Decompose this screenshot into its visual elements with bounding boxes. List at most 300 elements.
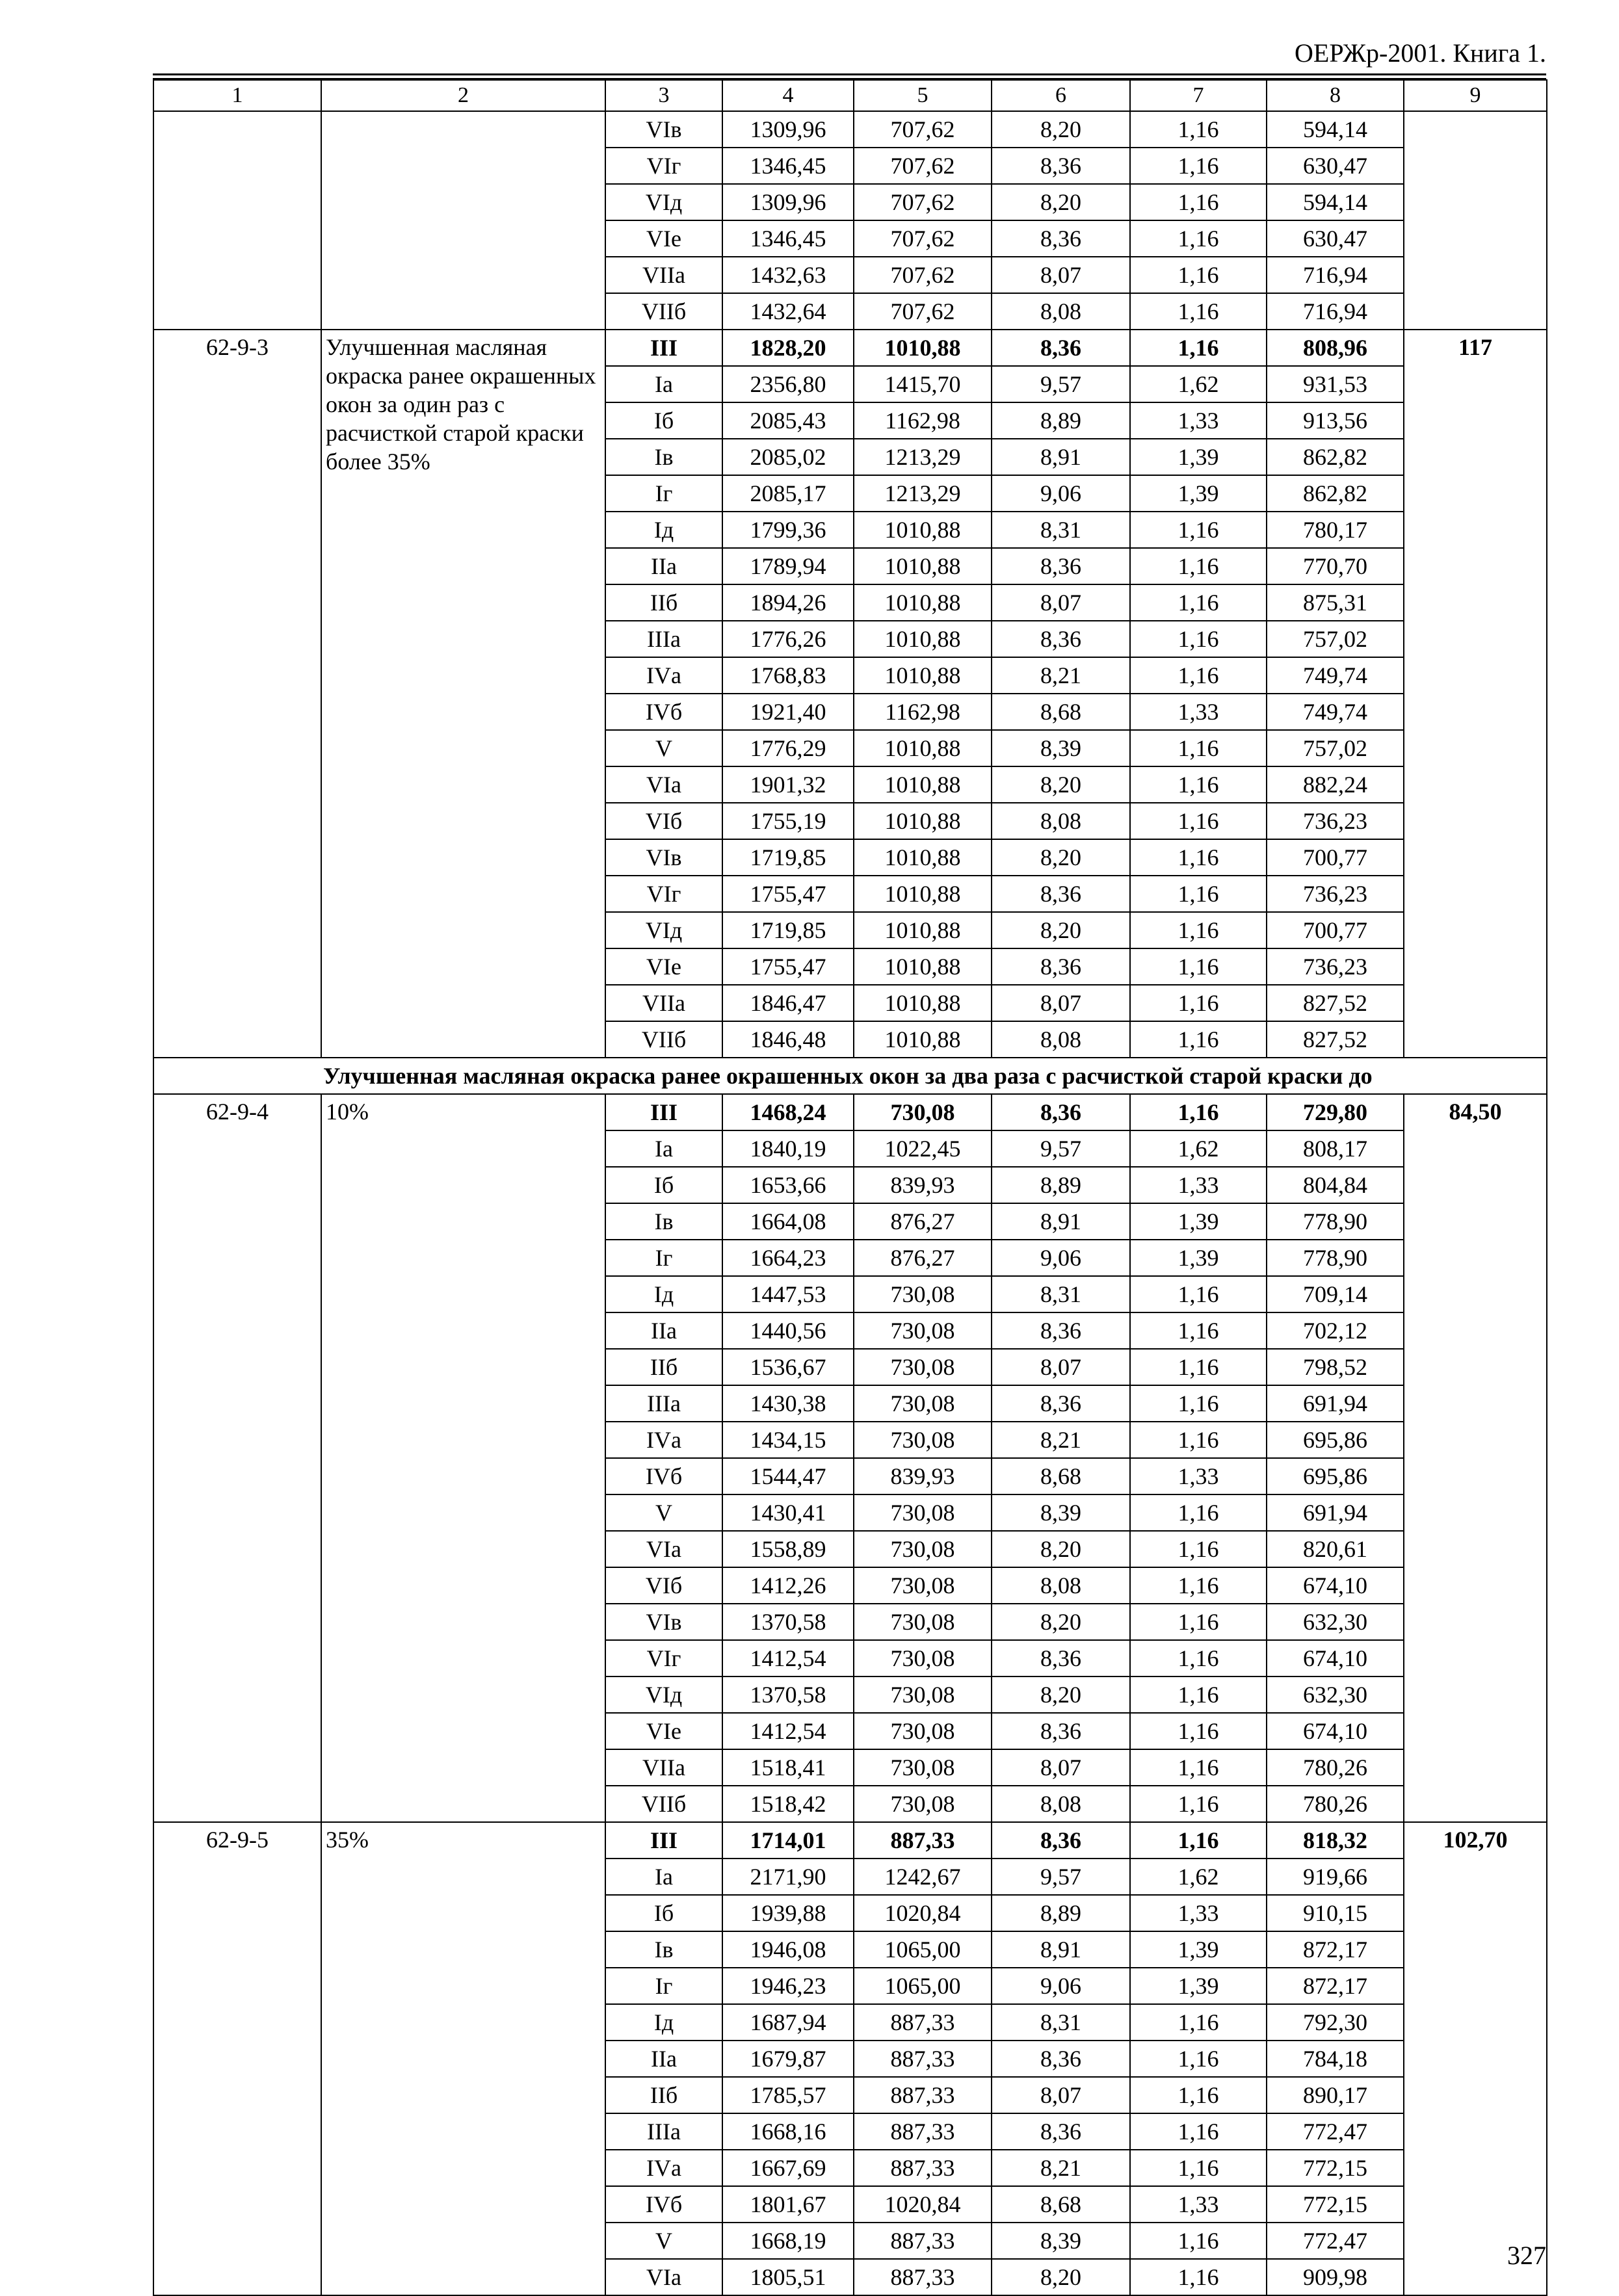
table-cell: 707,62 bbox=[854, 220, 992, 257]
table-cell: 1434,15 bbox=[722, 1422, 854, 1458]
table-cell: 770,70 bbox=[1267, 548, 1404, 584]
table-cell: 691,94 bbox=[1267, 1494, 1404, 1531]
zone-code: VIе bbox=[605, 220, 722, 257]
table-cell: 1010,88 bbox=[854, 621, 992, 657]
table-cell: 1242,67 bbox=[854, 1859, 992, 1895]
table-cell: 8,21 bbox=[992, 657, 1130, 694]
zone-code: VIIб bbox=[605, 293, 722, 330]
table-cell: 1440,56 bbox=[722, 1312, 854, 1349]
table-cell: 8,07 bbox=[992, 2077, 1130, 2113]
table-cell: 1,16 bbox=[1130, 1713, 1267, 1749]
table-cell: 1768,83 bbox=[722, 657, 854, 694]
zone-code: Iб bbox=[605, 1167, 722, 1203]
table-cell: 8,36 bbox=[992, 220, 1130, 257]
table-cell: 887,33 bbox=[854, 1822, 992, 1859]
zone-code: VIг bbox=[605, 1640, 722, 1676]
table-cell: 1687,94 bbox=[722, 2004, 854, 2041]
table-cell: 1010,88 bbox=[854, 985, 992, 1021]
zone-code: VIд bbox=[605, 912, 722, 948]
table-cell: 780,26 bbox=[1267, 1749, 1404, 1786]
table-cell: 1,16 bbox=[1130, 2259, 1267, 2295]
table-cell: 808,96 bbox=[1267, 330, 1404, 366]
zone-code: VIа bbox=[605, 1531, 722, 1567]
table-cell: 1,16 bbox=[1130, 512, 1267, 548]
table-cell: 1,16 bbox=[1130, 1822, 1267, 1859]
zone-code: Iа bbox=[605, 1130, 722, 1167]
zone-code: VIв bbox=[605, 111, 722, 148]
table-cell: 1,16 bbox=[1130, 912, 1267, 948]
table-cell: 8,36 bbox=[992, 1385, 1130, 1422]
table-cell: 1346,45 bbox=[722, 220, 854, 257]
table-cell: 1668,19 bbox=[722, 2223, 854, 2259]
table-cell: 1022,45 bbox=[854, 1130, 992, 1167]
zone-code: VIг bbox=[605, 148, 722, 184]
table-cell: 8,31 bbox=[992, 1276, 1130, 1312]
norm-code: 62-9-3 bbox=[153, 330, 321, 1058]
table-cell: 1828,20 bbox=[722, 330, 854, 366]
zone-code: Iд bbox=[605, 512, 722, 548]
table-cell: 1664,08 bbox=[722, 1203, 854, 1240]
table-cell: 695,86 bbox=[1267, 1422, 1404, 1458]
table-cell: 736,23 bbox=[1267, 948, 1404, 985]
table-cell: 8,36 bbox=[992, 148, 1130, 184]
table-cell: 1,16 bbox=[1130, 2077, 1267, 2113]
table-cell: 2171,90 bbox=[722, 1859, 854, 1895]
table-cell: 1,39 bbox=[1130, 1968, 1267, 2004]
zone-code: IVб bbox=[605, 1458, 722, 1494]
table-cell: 784,18 bbox=[1267, 2041, 1404, 2077]
work-description: 35% bbox=[321, 1822, 605, 2295]
table-cell: 716,94 bbox=[1267, 257, 1404, 293]
table-cell: 1065,00 bbox=[854, 1931, 992, 1968]
table-cell: 772,15 bbox=[1267, 2186, 1404, 2223]
table-cell: 1,16 bbox=[1130, 657, 1267, 694]
table-cell: 1,16 bbox=[1130, 1567, 1267, 1604]
table-cell: 1010,88 bbox=[854, 876, 992, 912]
zone-code: Iб bbox=[605, 402, 722, 439]
table-cell: 8,91 bbox=[992, 1203, 1130, 1240]
table-cell: 674,10 bbox=[1267, 1567, 1404, 1604]
table-cell: 749,74 bbox=[1267, 694, 1404, 730]
zone-code: Iв bbox=[605, 1203, 722, 1240]
table-cell: 8,36 bbox=[992, 1312, 1130, 1349]
zone-code: IIа bbox=[605, 1312, 722, 1349]
table-cell: 1,16 bbox=[1130, 584, 1267, 621]
table-cell: 1010,88 bbox=[854, 584, 992, 621]
table-cell: 716,94 bbox=[1267, 293, 1404, 330]
table-cell: 1,16 bbox=[1130, 1385, 1267, 1422]
table-cell: 1,33 bbox=[1130, 1167, 1267, 1203]
table-cell: 8,20 bbox=[992, 2259, 1130, 2295]
table-cell: 1162,98 bbox=[854, 694, 992, 730]
column-number: 2 bbox=[321, 80, 605, 111]
table-cell: 8,07 bbox=[992, 584, 1130, 621]
table-cell: 1,16 bbox=[1130, 2223, 1267, 2259]
table-cell: 1,16 bbox=[1130, 2113, 1267, 2150]
unit-price: 117 bbox=[1404, 330, 1547, 1058]
table-cell: 872,17 bbox=[1267, 1931, 1404, 1968]
table-cell: 1,16 bbox=[1130, 220, 1267, 257]
section-title: Улучшенная масляная окраска ранее окрашенных окон за два раза с расчисткой старой краски до bbox=[153, 1058, 1547, 1094]
zone-code: VIв bbox=[605, 1604, 722, 1640]
table-cell: 1370,58 bbox=[722, 1676, 854, 1713]
table-cell: 9,57 bbox=[992, 1130, 1130, 1167]
zone-code: Iг bbox=[605, 1240, 722, 1276]
zone-code: IVб bbox=[605, 2186, 722, 2223]
table-cell: 8,91 bbox=[992, 1931, 1130, 1968]
table-cell: 1,16 bbox=[1130, 548, 1267, 584]
zone-code: IIб bbox=[605, 584, 722, 621]
work-description bbox=[321, 111, 605, 330]
table-cell: 8,20 bbox=[992, 111, 1130, 148]
table-cell: 1010,88 bbox=[854, 803, 992, 839]
zone-code: IIIа bbox=[605, 621, 722, 657]
table-cell: 882,24 bbox=[1267, 766, 1404, 803]
table-cell: 8,20 bbox=[992, 1676, 1130, 1713]
zone-code: VIа bbox=[605, 766, 722, 803]
table-cell: 730,08 bbox=[854, 1640, 992, 1676]
table-cell: 804,84 bbox=[1267, 1167, 1404, 1203]
table-cell: 1,16 bbox=[1130, 1312, 1267, 1349]
table-cell: 1,16 bbox=[1130, 1349, 1267, 1385]
table-cell: 862,82 bbox=[1267, 475, 1404, 512]
unit-price: 84,50 bbox=[1404, 1094, 1547, 1822]
table-cell: 8,89 bbox=[992, 1895, 1130, 1931]
table-cell: 757,02 bbox=[1267, 621, 1404, 657]
table-cell: 1010,88 bbox=[854, 948, 992, 985]
zone-code: VIIа bbox=[605, 257, 722, 293]
table-cell: 872,17 bbox=[1267, 1968, 1404, 2004]
table-cell: 1846,48 bbox=[722, 1021, 854, 1058]
table-cell: 8,36 bbox=[992, 1094, 1130, 1130]
table-cell: 792,30 bbox=[1267, 2004, 1404, 2041]
table-cell: 1,16 bbox=[1130, 839, 1267, 876]
table-cell: 1010,88 bbox=[854, 512, 992, 548]
table-cell: 778,90 bbox=[1267, 1240, 1404, 1276]
table-cell: 1010,88 bbox=[854, 839, 992, 876]
table-cell: 1,16 bbox=[1130, 148, 1267, 184]
table-cell: 1,16 bbox=[1130, 621, 1267, 657]
table-cell: 8,36 bbox=[992, 2113, 1130, 2150]
zone-code: Iг bbox=[605, 475, 722, 512]
table-cell: 1,16 bbox=[1130, 948, 1267, 985]
table-cell: 8,20 bbox=[992, 1604, 1130, 1640]
table-cell: 1,16 bbox=[1130, 1531, 1267, 1567]
table-cell: 1213,29 bbox=[854, 439, 992, 475]
table-cell: 730,08 bbox=[854, 1531, 992, 1567]
table-cell: 1776,29 bbox=[722, 730, 854, 766]
table-cell: 2085,43 bbox=[722, 402, 854, 439]
table-cell: 730,08 bbox=[854, 1494, 992, 1531]
table-cell: 1,16 bbox=[1130, 766, 1267, 803]
table-cell: 1755,47 bbox=[722, 876, 854, 912]
table-cell: 632,30 bbox=[1267, 1676, 1404, 1713]
table-cell: 730,08 bbox=[854, 1422, 992, 1458]
table-row bbox=[153, 1094, 1547, 1130]
table-cell: 1846,47 bbox=[722, 985, 854, 1021]
table-cell: 1,16 bbox=[1130, 293, 1267, 330]
table-cell: 2085,17 bbox=[722, 475, 854, 512]
unit-price bbox=[1404, 111, 1547, 330]
table-cell: 827,52 bbox=[1267, 985, 1404, 1021]
table-cell: 1430,38 bbox=[722, 1385, 854, 1422]
zone-code: IVа bbox=[605, 657, 722, 694]
zone-code: VIб bbox=[605, 1567, 722, 1604]
document-header: ОЕРЖр-2001. Книга 1. bbox=[1295, 38, 1546, 68]
table-cell: 674,10 bbox=[1267, 1713, 1404, 1749]
zone-code: VIд bbox=[605, 1676, 722, 1713]
table-cell: 887,33 bbox=[854, 2113, 992, 2150]
table-cell: 1,16 bbox=[1130, 1422, 1267, 1458]
zone-code: VIIб bbox=[605, 1786, 722, 1822]
table-cell: 1346,45 bbox=[722, 148, 854, 184]
table-cell: 1679,87 bbox=[722, 2041, 854, 2077]
table-row bbox=[153, 111, 1547, 148]
table-cell: 730,08 bbox=[854, 1676, 992, 1713]
table-cell: 594,14 bbox=[1267, 184, 1404, 220]
column-number: 6 bbox=[992, 80, 1130, 111]
column-number: 5 bbox=[854, 80, 992, 111]
table-cell: 827,52 bbox=[1267, 1021, 1404, 1058]
zone-code: Iд bbox=[605, 2004, 722, 2041]
table-cell: 1309,96 bbox=[722, 184, 854, 220]
table-cell: 1901,32 bbox=[722, 766, 854, 803]
table-cell: 757,02 bbox=[1267, 730, 1404, 766]
table-cell: 700,77 bbox=[1267, 839, 1404, 876]
table-cell: 890,17 bbox=[1267, 2077, 1404, 2113]
column-number: 1 bbox=[153, 80, 321, 111]
table-cell: 1412,26 bbox=[722, 1567, 854, 1604]
table-cell: 8,20 bbox=[992, 839, 1130, 876]
table-cell: 1,39 bbox=[1130, 1240, 1267, 1276]
table-cell: 1518,42 bbox=[722, 1786, 854, 1822]
table-cell: 1801,67 bbox=[722, 2186, 854, 2223]
table-cell: 730,08 bbox=[854, 1276, 992, 1312]
table-cell: 1,62 bbox=[1130, 1130, 1267, 1167]
table-cell: 887,33 bbox=[854, 2150, 992, 2186]
zone-code: Iв bbox=[605, 439, 722, 475]
table-cell: 730,08 bbox=[854, 1786, 992, 1822]
zone-code: Iд bbox=[605, 1276, 722, 1312]
table-cell: 1755,47 bbox=[722, 948, 854, 985]
table-cell: 1776,26 bbox=[722, 621, 854, 657]
zone-code: VIе bbox=[605, 1713, 722, 1749]
table-cell: 8,36 bbox=[992, 2041, 1130, 2077]
table-cell: 1020,84 bbox=[854, 2186, 992, 2223]
table-cell: 730,08 bbox=[854, 1604, 992, 1640]
table-cell: 1,16 bbox=[1130, 1276, 1267, 1312]
table-cell: 1,62 bbox=[1130, 1859, 1267, 1895]
table-cell: 730,08 bbox=[854, 1385, 992, 1422]
table-cell: 1309,96 bbox=[722, 111, 854, 148]
table-row bbox=[153, 330, 1547, 366]
table-cell: 729,80 bbox=[1267, 1094, 1404, 1130]
table-cell: 1518,41 bbox=[722, 1749, 854, 1786]
table-cell: 1,33 bbox=[1130, 694, 1267, 730]
table-cell: 1,16 bbox=[1130, 876, 1267, 912]
zone-code: III bbox=[605, 1094, 722, 1130]
table-cell: 1,33 bbox=[1130, 1458, 1267, 1494]
zone-code: VIIа bbox=[605, 985, 722, 1021]
norm-code bbox=[153, 111, 321, 330]
table-cell: 1714,01 bbox=[722, 1822, 854, 1859]
table-cell: 887,33 bbox=[854, 2223, 992, 2259]
table-cell: 1544,47 bbox=[722, 1458, 854, 1494]
table-cell: 1447,53 bbox=[722, 1276, 854, 1312]
table-cell: 707,62 bbox=[854, 184, 992, 220]
table-cell: 1,16 bbox=[1130, 1640, 1267, 1676]
table-cell: 1065,00 bbox=[854, 1968, 992, 2004]
column-number: 7 bbox=[1130, 80, 1267, 111]
table-cell: 887,33 bbox=[854, 2077, 992, 2113]
zone-code: VIа bbox=[605, 2259, 722, 2295]
table-cell: 778,90 bbox=[1267, 1203, 1404, 1240]
table-cell: 8,36 bbox=[992, 1640, 1130, 1676]
table-cell: 1,33 bbox=[1130, 2186, 1267, 2223]
table-cell: 1010,88 bbox=[854, 730, 992, 766]
table-cell: 1,33 bbox=[1130, 402, 1267, 439]
table-cell: 630,47 bbox=[1267, 220, 1404, 257]
table-cell: 887,33 bbox=[854, 2041, 992, 2077]
table-cell: 9,57 bbox=[992, 1859, 1130, 1895]
table-cell: 1653,66 bbox=[722, 1167, 854, 1203]
table-cell: 9,06 bbox=[992, 475, 1130, 512]
table-cell: 8,68 bbox=[992, 694, 1130, 730]
table-cell: 695,86 bbox=[1267, 1458, 1404, 1494]
table-cell: 707,62 bbox=[854, 257, 992, 293]
table-cell: 1,39 bbox=[1130, 1931, 1267, 1968]
table-cell: 736,23 bbox=[1267, 876, 1404, 912]
table-cell: 931,53 bbox=[1267, 366, 1404, 402]
table-cell: 1,39 bbox=[1130, 439, 1267, 475]
table-cell: 820,61 bbox=[1267, 1531, 1404, 1567]
table-cell: 632,30 bbox=[1267, 1604, 1404, 1640]
table-cell: 8,36 bbox=[992, 1713, 1130, 1749]
table-cell: 9,06 bbox=[992, 1240, 1130, 1276]
table-cell: 8,08 bbox=[992, 293, 1130, 330]
table-cell: 8,39 bbox=[992, 1494, 1130, 1531]
table-cell: 839,93 bbox=[854, 1458, 992, 1494]
price-table-body bbox=[153, 80, 1547, 2295]
table-cell: 876,27 bbox=[854, 1240, 992, 1276]
zone-code: Iа bbox=[605, 366, 722, 402]
table-cell: 910,15 bbox=[1267, 1895, 1404, 1931]
table-cell: 1805,51 bbox=[722, 2259, 854, 2295]
table-cell: 919,66 bbox=[1267, 1859, 1404, 1895]
column-number: 8 bbox=[1267, 80, 1404, 111]
zone-code: Iб bbox=[605, 1895, 722, 1931]
table-cell: 1020,84 bbox=[854, 1895, 992, 1931]
table-cell: 700,77 bbox=[1267, 912, 1404, 948]
table-cell: 1432,63 bbox=[722, 257, 854, 293]
table-cell: 1946,23 bbox=[722, 1968, 854, 2004]
zone-code: III bbox=[605, 330, 722, 366]
table-cell: 1412,54 bbox=[722, 1640, 854, 1676]
table-cell: 8,08 bbox=[992, 803, 1130, 839]
zone-code: IVа bbox=[605, 1422, 722, 1458]
table-cell: 913,56 bbox=[1267, 402, 1404, 439]
table-cell: 1010,88 bbox=[854, 657, 992, 694]
table-cell: 1,16 bbox=[1130, 1676, 1267, 1713]
table-cell: 1,62 bbox=[1130, 366, 1267, 402]
norm-code: 62-9-4 bbox=[153, 1094, 321, 1822]
table-cell: 1789,94 bbox=[722, 548, 854, 584]
zone-code: III bbox=[605, 1822, 722, 1859]
table-cell: 1,16 bbox=[1130, 111, 1267, 148]
table-cell: 8,68 bbox=[992, 2186, 1130, 2223]
table-cell: 8,20 bbox=[992, 1531, 1130, 1567]
zone-code: IIб bbox=[605, 1349, 722, 1385]
table-cell: 839,93 bbox=[854, 1167, 992, 1203]
zone-code: IIIа bbox=[605, 2113, 722, 2150]
table-cell: 730,08 bbox=[854, 1094, 992, 1130]
table-cell: 1,16 bbox=[1130, 1786, 1267, 1822]
table-cell: 730,08 bbox=[854, 1349, 992, 1385]
table-cell: 8,21 bbox=[992, 1422, 1130, 1458]
table-cell: 1799,36 bbox=[722, 512, 854, 548]
table-cell: 1,16 bbox=[1130, 1749, 1267, 1786]
section-header-row bbox=[153, 1058, 1547, 1094]
table-cell: 707,62 bbox=[854, 148, 992, 184]
norm-code: 62-9-5 bbox=[153, 1822, 321, 2295]
table-cell: 730,08 bbox=[854, 1312, 992, 1349]
column-number-row bbox=[153, 80, 1547, 111]
table-row bbox=[153, 1822, 1547, 1859]
zone-code: IIб bbox=[605, 2077, 722, 2113]
work-description: Улучшенная масляная окраска ранее окрашенных окон за один раз с расчисткой старой краски более 35% bbox=[321, 330, 605, 1058]
zone-code: VIIа bbox=[605, 1749, 722, 1786]
page-number: 327 bbox=[1507, 2241, 1546, 2270]
zone-code: VIе bbox=[605, 948, 722, 985]
table-cell: 8,21 bbox=[992, 2150, 1130, 2186]
zone-code: VIIб bbox=[605, 1021, 722, 1058]
table-cell: 1,39 bbox=[1130, 475, 1267, 512]
table-cell: 1,16 bbox=[1130, 2041, 1267, 2077]
zone-code: Iг bbox=[605, 1968, 722, 2004]
table-cell: 8,39 bbox=[992, 2223, 1130, 2259]
table-cell: 1430,41 bbox=[722, 1494, 854, 1531]
table-cell: 749,74 bbox=[1267, 657, 1404, 694]
table-cell: 8,20 bbox=[992, 912, 1130, 948]
zone-code: V bbox=[605, 730, 722, 766]
column-number: 4 bbox=[722, 80, 854, 111]
zone-code: IIIа bbox=[605, 1385, 722, 1422]
table-cell: 1010,88 bbox=[854, 912, 992, 948]
table-cell: 8,07 bbox=[992, 985, 1130, 1021]
table-cell: 780,26 bbox=[1267, 1786, 1404, 1822]
table-cell: 8,36 bbox=[992, 330, 1130, 366]
table-cell: 1668,16 bbox=[722, 2113, 854, 2150]
table-cell: 674,10 bbox=[1267, 1640, 1404, 1676]
table-cell: 1939,88 bbox=[722, 1895, 854, 1931]
table-cell: 730,08 bbox=[854, 1713, 992, 1749]
table-cell: 887,33 bbox=[854, 2259, 992, 2295]
zone-code: VIв bbox=[605, 839, 722, 876]
work-description: 10% bbox=[321, 1094, 605, 1822]
table-cell: 8,39 bbox=[992, 730, 1130, 766]
table-cell: 1667,69 bbox=[722, 2150, 854, 2186]
zone-code: V bbox=[605, 1494, 722, 1531]
table-cell: 862,82 bbox=[1267, 439, 1404, 475]
table-cell: 772,47 bbox=[1267, 2223, 1404, 2259]
table-cell: 1010,88 bbox=[854, 766, 992, 803]
table-cell: 8,68 bbox=[992, 1458, 1130, 1494]
zone-code: VIб bbox=[605, 803, 722, 839]
table-cell: 8,89 bbox=[992, 402, 1130, 439]
table-cell: 1894,26 bbox=[722, 584, 854, 621]
table-cell: 1162,98 bbox=[854, 402, 992, 439]
table-cell: 8,20 bbox=[992, 766, 1130, 803]
